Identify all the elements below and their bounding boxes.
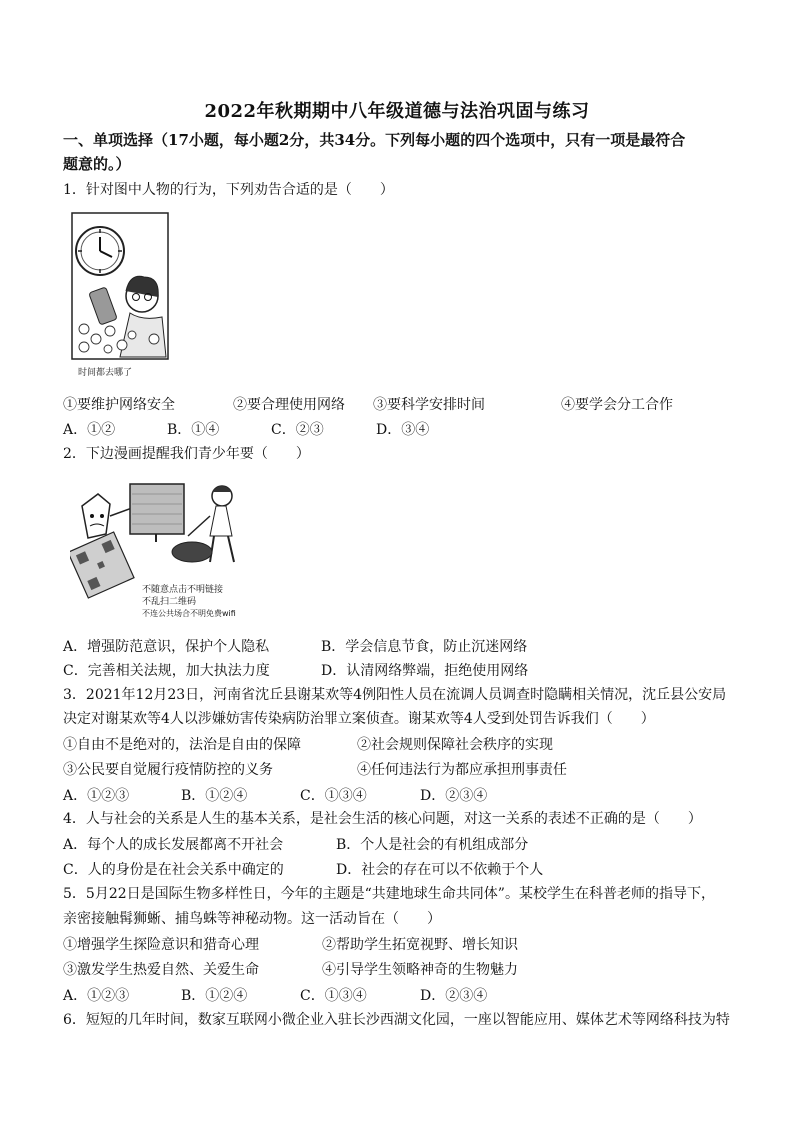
q3-option-d: D．②③④ [420,788,488,804]
q2-caption-line3: 不连公共场合不明免费wifi [142,609,236,618]
q2-option-d: D．认清网络弊端，拒绝使用网络 [321,663,529,679]
q1-option-a: A．①② [63,422,116,438]
q2-cartoon-image [70,476,250,626]
q4-option-b: B．个人是社会的有机组成部分 [336,837,529,853]
q2-options-row1 [63,636,743,656]
q6-stem-line1: 6．短短的几年时间，数家互联网小微企业入驻长沙西湖文化园，一座以智能应用、媒体艺术等网络科技为特 [63,1012,730,1028]
q5-item-3: ③激发学生热爱自然、关爱生命 [63,962,259,978]
shield-icon [82,494,110,538]
q5-options-row [63,985,743,1005]
q2-option-b: B．学会信息节食，防止沉迷网络 [321,639,528,655]
q4-option-c: C．人的身份是在社会关系中确定的 [63,862,284,878]
q2-caption-line2: 不乱扫二维码 [142,597,197,607]
q3-item-3: ③公民要自觉履行疫情防控的义务 [63,762,273,778]
q2-option-a: A．增强防范意识，保护个人隐私 [63,639,270,655]
q3-option-a: A．①②③ [63,788,130,804]
section-heading-line2: 题意的。） [63,155,131,173]
q5-option-c: C．①③④ [300,988,367,1004]
q5-item-1: ①增强学生探险意识和猎奇心理 [63,937,259,953]
q1-option-d: D．③④ [376,422,430,438]
q3-items-row1 [63,734,743,754]
q4-options-row2 [63,859,743,879]
q3-options-row [63,785,743,805]
q5-stem-line2: 亲密接触髯狮蜥、捕鸟蛛等神秘动物。这一活动旨在（ ） [63,911,441,927]
page-title: 2022年秋期期中八年级道德与法治巩固与练习 [204,101,590,122]
q1-image-caption: 时间都去哪了 [78,368,133,378]
q4-stem: 4．人与社会的关系是人生的基本关系，是社会生活的核心问题，对这一关系的表述不正确的是（ ） [63,811,702,827]
q4-options-row1 [63,834,743,854]
q3-option-c: C．①③④ [300,788,367,804]
q5-option-b: B．①②④ [181,988,248,1004]
q1-cartoon-image [70,211,170,381]
screen-icon [130,484,184,534]
q5-items-row1 [63,934,743,954]
q1-item-1: ①要维护网络安全 [63,397,175,413]
q2-options-row2 [63,660,743,680]
q5-item-4: ④引导学生领略神奇的生物魅力 [322,962,518,978]
q2-option-c: C．完善相关法规，加大执法力度 [63,663,270,679]
q1-item-2: ②要合理使用网络 [233,397,345,413]
q5-item-2: ②帮助学生拓宽视野、增长知识 [322,937,518,953]
q5-option-a: A．①②③ [63,988,130,1004]
q5-stem-line1: 5．5月22日是国际生物多样性日，今年的主题是“共建地球生命共同体”。某校学生在科普老师的指导下， [63,886,715,902]
q1-option-b: B．①④ [167,422,220,438]
q2-stem: 2．下边漫画提醒我们青少年要（ ） [63,446,310,462]
section-heading-line1: 一、单项选择（17小题，每小题2分，共34分。下列每小题的四个选项中，只有一项是最符合 [63,131,686,149]
q4-option-d: D．社会的存在可以不依赖于个人 [336,862,544,878]
q2-caption-line1: 不随意点击不明链接 [142,585,224,595]
q3-option-b: B．①②④ [181,788,248,804]
q3-stem-line1: 3．2021年12月23日，河南省沈丘县谢某欢等4例阳性人员在流调人员调查时隐瞒相关情况，沈丘县公安局 [63,687,727,703]
q3-item-4: ④任何违法行为都应承担刑事责任 [357,762,567,778]
q3-items-row2 [63,759,743,779]
q1-item-4: ④要学会分工合作 [561,397,673,413]
q1-option-c: C．②③ [271,422,324,438]
q1-item-3: ③要科学安排时间 [373,397,485,413]
q3-item-1: ①自由不是绝对的，法治是自由的保障 [63,737,301,753]
q3-item-2: ②社会规则保障社会秩序的实现 [357,737,553,753]
q1-items-row [63,394,743,414]
q1-options-row [63,419,743,439]
q5-option-d: D．②③④ [420,988,488,1004]
q1-stem: 1．针对图中人物的行为，下列劝告合适的是（ ） [63,182,394,198]
q3-stem-line2: 决定对谢某欢等4人以涉嫌妨害传染病防治罪立案侦查。谢某欢等4人受到处罚告诉我们（ ） [63,711,655,727]
q4-option-a: A．每个人的成长发展都离不开社会 [63,837,284,853]
q5-items-row2 [63,959,743,979]
